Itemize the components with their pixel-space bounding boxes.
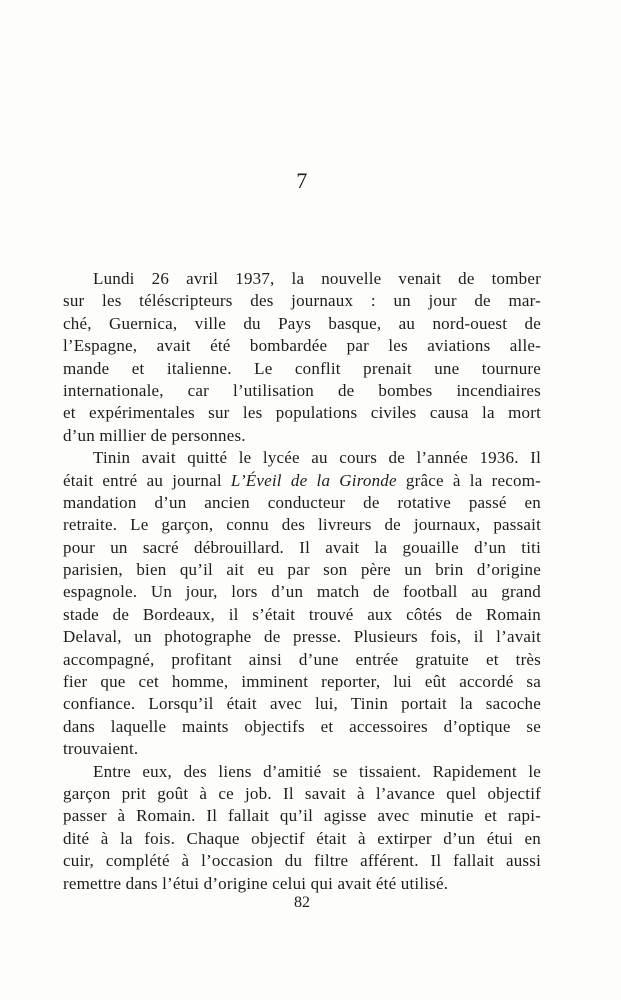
text-line: accompagné, profitant ainsi d’une entrée gratuite et très (63, 649, 541, 669)
text-line: espagnole. Un jour, lors d’un match de football au grand (63, 582, 541, 602)
text-block (63, 268, 541, 895)
text-line: dans laquelle maints objectifs et accessoires d’optique se (63, 716, 541, 736)
text-line: internationale, car l’utilisation de bombes incendiaires (63, 380, 541, 400)
text-line: garçon prit goût à ce job. Il savait à l’avance quel objectif (63, 783, 541, 803)
text-line: mande et italienne. Le conflit prenait une tournure (63, 358, 541, 378)
text-line: était entré au journal L’Éveil de la Gironde grâce à la recom- (63, 470, 541, 490)
text-line: stade de Bordeaux, il s’était trouvé aux côtés de Romain (63, 604, 541, 624)
text-line: retraite. Le garçon, connu des livreurs de journaux, passait (63, 515, 541, 535)
text-line: confiance. Lorsqu’il était avec lui, Tinin portait la sacoche (63, 694, 541, 714)
text-line: parisien, bien qu’il ait eu par son père un brin d’origine (63, 560, 541, 580)
page-number: 82 (294, 894, 310, 911)
text-line: trouvaient. (63, 739, 139, 759)
text-line: cuir, complété à l’occasion du filtre afférent. Il fallait aussi (63, 851, 541, 871)
text-line: l’Espagne, avait été bombardée par les aviations alle- (63, 336, 541, 356)
text-line: Tinin avait quitté le lycée au cours de l’année 1936. Il (93, 448, 541, 468)
text-line: ché, Guernica, ville du Pays basque, au nord-ouest de (63, 313, 541, 333)
text-line: et expérimentales sur les populations civiles causa la mort (63, 403, 541, 423)
text-line: fier que cet homme, imminent reporter, lui eût accordé sa (63, 672, 541, 692)
text-line: d’un millier de personnes. (63, 425, 246, 445)
text-line: sur les téléscripteurs des journaux : un jour de mar- (63, 291, 541, 311)
text-line: Entre eux, des liens d’amitié se tissaient. Rapidement le (93, 761, 541, 781)
text-line: remettre dans l’étui d’origine celui qui avait été utilisé. (63, 873, 449, 893)
chapter-number: 7 (296, 168, 308, 193)
text-line: dité à la fois. Chaque objectif était à extirper d’un étui en (63, 828, 541, 848)
text-line: pour un sacré débrouillard. Il avait la gouaille d’un titi (63, 537, 541, 557)
text-line: mandation d’un ancien conducteur de rotative passé en (63, 492, 541, 512)
text-line: Lundi 26 avril 1937, la nouvelle venait de tomber (93, 269, 541, 288)
text-line: Delaval, un photographe de presse. Plusieurs fois, il l’avait (63, 627, 541, 647)
text-line: passer à Romain. Il fallait qu’il agisse avec minutie et rapi- (63, 806, 541, 826)
